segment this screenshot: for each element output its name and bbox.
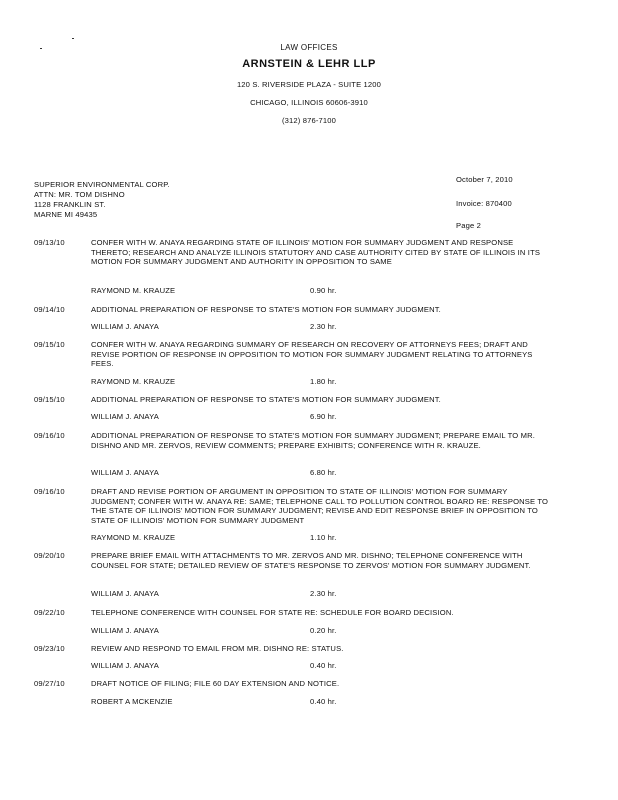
entry-hours: 1.10 hr. [310, 533, 337, 542]
entry-description: REVIEW AND RESPOND TO EMAIL FROM MR. DISHNO RE: STATUS. [91, 644, 344, 653]
client-name: SUPERIOR ENVIRONMENTAL CORP. [34, 180, 170, 189]
entry-description: ADDITIONAL PREPARATION OF RESPONSE TO STATE'S MOTION FOR SUMMARY JUDGMENT; PREPARE EMAIL TO MR. DISHNO AND MR. ZERVOS, REVIEW COMMENTS; PREPARE EXHIBITS; CONFERENCE WITH R. KRAUZE. [91, 431, 535, 450]
client-attn: ATTN: MR. TOM DISHNO [34, 190, 125, 199]
entry-description: CONFER WITH W. ANAYA REGARDING SUMMARY OF RESEARCH ON RECOVERY OF ATTORNEYS FEES; DRAFT AND REVISE PORTION OF RESPONSE IN OPPOSITION TO MOTION FOR SUMMARY JUDGMENT RELATING TO ATTORNEYS FEES. [91, 340, 533, 369]
entry-attorney: WILLIAM J. ANAYA [91, 412, 159, 421]
client-street: 1128 FRANKLIN ST. [34, 200, 106, 209]
entry-description: DRAFT AND REVISE PORTION OF ARGUMENT IN OPPOSITION TO STATE OF ILLINOIS' MOTION FOR SUMMARY JUDGMENT; CONFER WITH W. ANAYA RE: SAME; TELEPHONE CALL TO POLLUTION CONTROL BOARD RE: RESPONSE TO THE STATE OF ILLINOIS' MOTION FOR SUMMARY JUDGMENT; REVISE AND EDIT RESPONSE BRIEF IN OPPOSITION TO STATE OF ILLINOIS' MOTION FOR SUMMARY JUDGMENT [91, 487, 549, 525]
letterhead-label: LAW OFFICES [280, 43, 338, 52]
entry-date: 09/27/10 [34, 679, 65, 688]
entry-attorney: WILLIAM J. ANAYA [91, 626, 159, 635]
entry-attorney: ROBERT A MCKENZIE [91, 697, 173, 706]
firm-phone: (312) 876-7100 [281, 116, 337, 125]
entry-attorney: RAYMOND M. KRAUZE [91, 286, 176, 295]
entry-date: 09/15/10 [34, 395, 65, 404]
entry-hours: 0.40 hr. [310, 697, 337, 706]
invoice-page: Page 2 [456, 221, 481, 230]
entry-hours: 6.80 hr. [310, 468, 337, 477]
invoice-number: Invoice: 870400 [456, 199, 512, 208]
entry-description: DRAFT NOTICE OF FILING; FILE 60 DAY EXTENSION AND NOTICE. [91, 679, 340, 688]
entry-date: 09/15/10 [34, 340, 65, 349]
entry-attorney: RAYMOND M. KRAUZE [91, 377, 176, 386]
entry-hours: 0.20 hr. [310, 626, 337, 635]
entry-date: 09/23/10 [34, 644, 65, 653]
entry-description: TELEPHONE CONFERENCE WITH COUNSEL FOR STATE RE: SCHEDULE FOR BOARD DECISION. [91, 608, 454, 617]
entry-attorney: WILLIAM J. ANAYA [91, 322, 159, 331]
entry-description: ADDITIONAL PREPARATION OF RESPONSE TO STATE'S MOTION FOR SUMMARY JUDGMENT. [91, 395, 441, 404]
entry-date: 09/20/10 [34, 551, 65, 560]
entry-attorney: WILLIAM J. ANAYA [91, 468, 159, 477]
entry-description: CONFER WITH W. ANAYA REGARDING STATE OF ILLINOIS' MOTION FOR SUMMARY JUDGMENT AND RESPONSE THERETO; RESEARCH AND ANALYZE ILLINOIS STATUTORY AND CASE AUTHORITY CITED BY STATE OF ILLINOIS IN ITS MOTION FOR SUMMARY JUDGMENT AND AUTHORITY IN OPPOSITION TO SAME [91, 238, 541, 267]
entry-hours: 0.90 hr. [310, 286, 337, 295]
scan-speck [72, 38, 74, 39]
entry-hours: 1.80 hr. [310, 377, 337, 386]
entry-date: 09/16/10 [34, 431, 65, 440]
entry-description: ADDITIONAL PREPARATION OF RESPONSE TO STATE'S MOTION FOR SUMMARY JUDGMENT. [91, 305, 441, 314]
firm-address-line2: CHICAGO, ILLINOIS 60606-3910 [250, 98, 368, 107]
entry-hours: 2.30 hr. [310, 322, 337, 331]
entry-date: 09/16/10 [34, 487, 65, 496]
entry-attorney: RAYMOND M. KRAUZE [91, 533, 176, 542]
entry-date: 09/14/10 [34, 305, 65, 314]
entry-attorney: WILLIAM J. ANAYA [91, 661, 159, 670]
entry-attorney: WILLIAM J. ANAYA [91, 589, 159, 598]
entry-hours: 6.90 hr. [310, 412, 337, 421]
invoice-date: October 7, 2010 [456, 175, 513, 184]
entry-hours: 2.30 hr. [310, 589, 337, 598]
entry-date: 09/13/10 [34, 238, 65, 247]
client-city: MARNE MI 49435 [34, 210, 98, 219]
entry-hours: 0.40 hr. [310, 661, 337, 670]
firm-address-line1: 120 S. RIVERSIDE PLAZA - SUITE 1200 [236, 80, 382, 89]
entry-description: PREPARE BRIEF EMAIL WITH ATTACHMENTS TO MR. ZERVOS AND MR. DISHNO; TELEPHONE CONFERENCE WITH COUNSEL FOR STATE; DETAILED REVIEW OF STATE'S RESPONSE TO ZERVOS' MOTION FOR SUMMARY JUDGMENT. [91, 551, 531, 570]
entry-date: 09/22/10 [34, 608, 65, 617]
firm-name: ARNSTEIN & LEHR LLP [242, 58, 376, 70]
